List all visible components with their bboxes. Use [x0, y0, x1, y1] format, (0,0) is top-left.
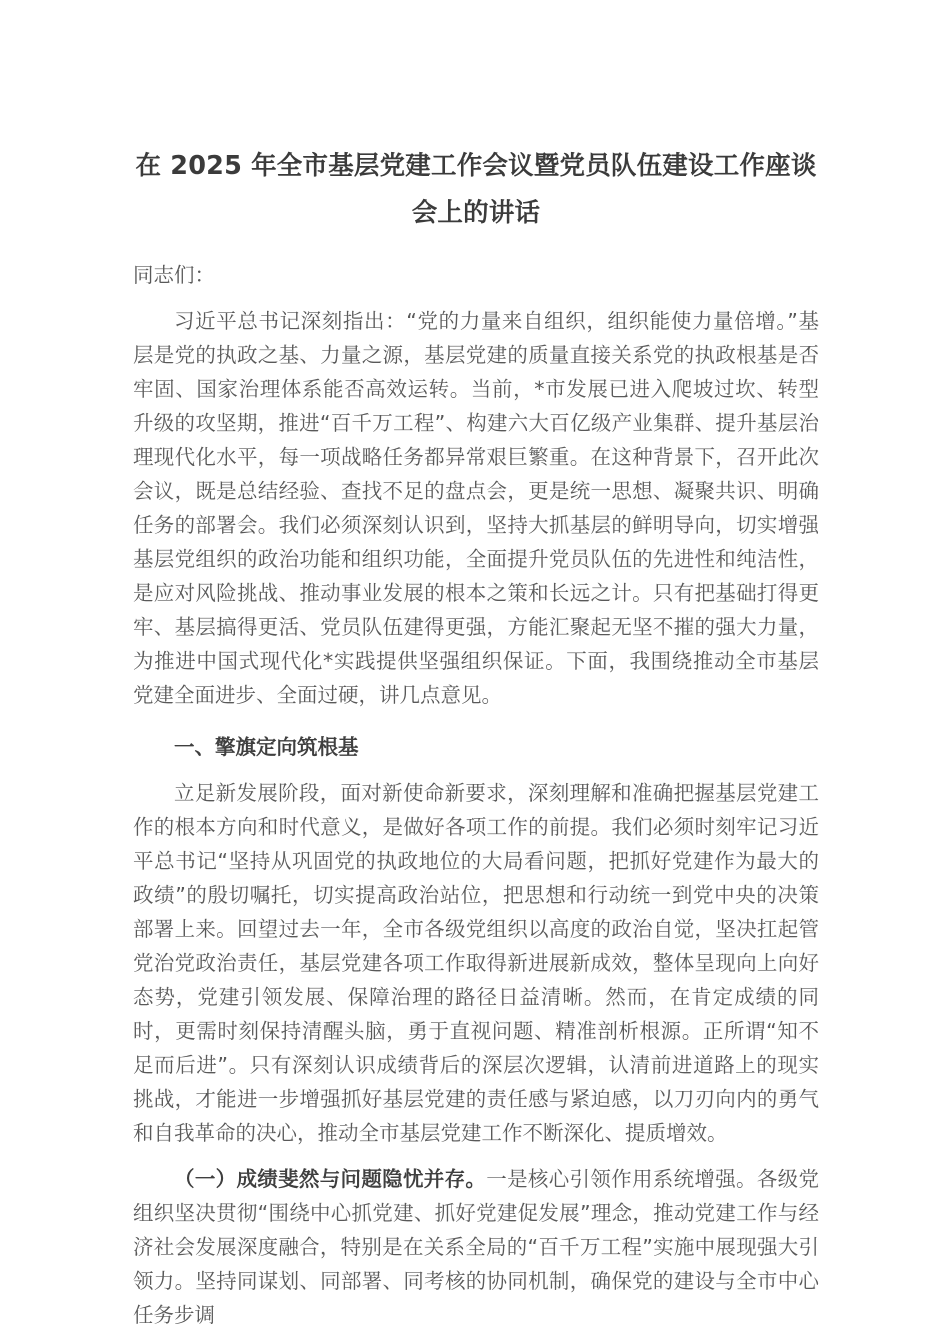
- paragraph-subsection-one-one: [133, 1150, 819, 1332]
- paragraph-section-one-body: 立足新发展阶段，面对新使命新要求，深刻理解和准确把握基层党建工作的根本方向和时代意义，是做好各项工作的前提。我们必须时刻牢记习近平总书记“坚持从巩固党的执政地位的大局看问题，把抓好党建作为最大的政绩”的殷切嘱托，切实提高政治站位，把思想和行动统一到党中央的决策部署上来。回望过去一年，全市各级党组织以高度的政治自觉，坚决扛起管党治党政治责任，基层党建各项工作取得新进展新成效，整体呈现向上向好态势，党建引领发展、保障治理的路径日益清晰。然而，在肯定成绩的同时，更需时刻保持清醒头脑，勇于直视问题、精准剖析根源。正所谓“知不足而后进”。只有深刻认识成绩背后的深层次逻辑，认清前进道路上的现实挑战，才能进一步增强抓好基层党建的责任感与紧迫感，以刀刃向内的勇气和自我革命的决心，推动全市基层党建工作不断深化、提质增效。: [133, 781, 819, 1145]
- subsection-heading-one-one: （一）成绩斐然与问题隐忧并存。: [174, 1167, 487, 1191]
- section-heading-one: 一、擎旗定向筑根基: [174, 735, 359, 759]
- salutation-line: 同志们：: [133, 263, 215, 287]
- page-bottom-spacer: [133, 1332, 819, 1342]
- subsection-one-one-text: 一是核心引领作用系统增强。各级党组织坚决贯彻“围绕中心抓党建、抓好党建促发展”理念，推动党建工作与经济社会发展深度融合，特别是在关系全局的“百千万工程”实施中展现强大引领力。坚持同谋划、同部署、同考核的协同机制，确保党的建设与全市中心任务步调: [133, 1167, 819, 1327]
- document-content-column: [133, 0, 819, 1342]
- paragraph-introduction: 习近平总书记深刻指出：“党的力量来自组织，组织能使力量倍增。”基层是党的执政之基、力量之源，基层党建的质量直接关系党的执政根基是否牢固、国家治理体系能否高效运转。当前，*市发展已进入爬坡过坎、转型升级的攻坚期，推进“百千万工程”、构建六大百亿级产业集群、提升基层治理现代化水平，每一项战略任务都异常艰巨繁重。在这种背景下，召开此次会议，既是总结经验、查找不足的盘点会，更是统一思想、凝聚共识、明确任务的部署会。我们必须深刻认识到，坚持大抓基层的鲜明导向，切实增强基层党组织的政治功能和组织功能，全面提升党员队伍的先进性和纯洁性，是应对风险挑战、推动事业发展的根本之策和长远之计。只有把基础打得更牢、基层搞得更活、党员队伍建得更强，方能汇聚起无坚不摧的强大力量，为推进中国式现代化*实践提供坚强组织保证。下面，我围绕推动全市基层党建全面进步、全面过硬，讲几点意见。: [133, 309, 819, 707]
- document-title: 在 2025 年全市基层党建工作会议暨党员队伍建设工作座谈会上的讲话: [135, 151, 817, 228]
